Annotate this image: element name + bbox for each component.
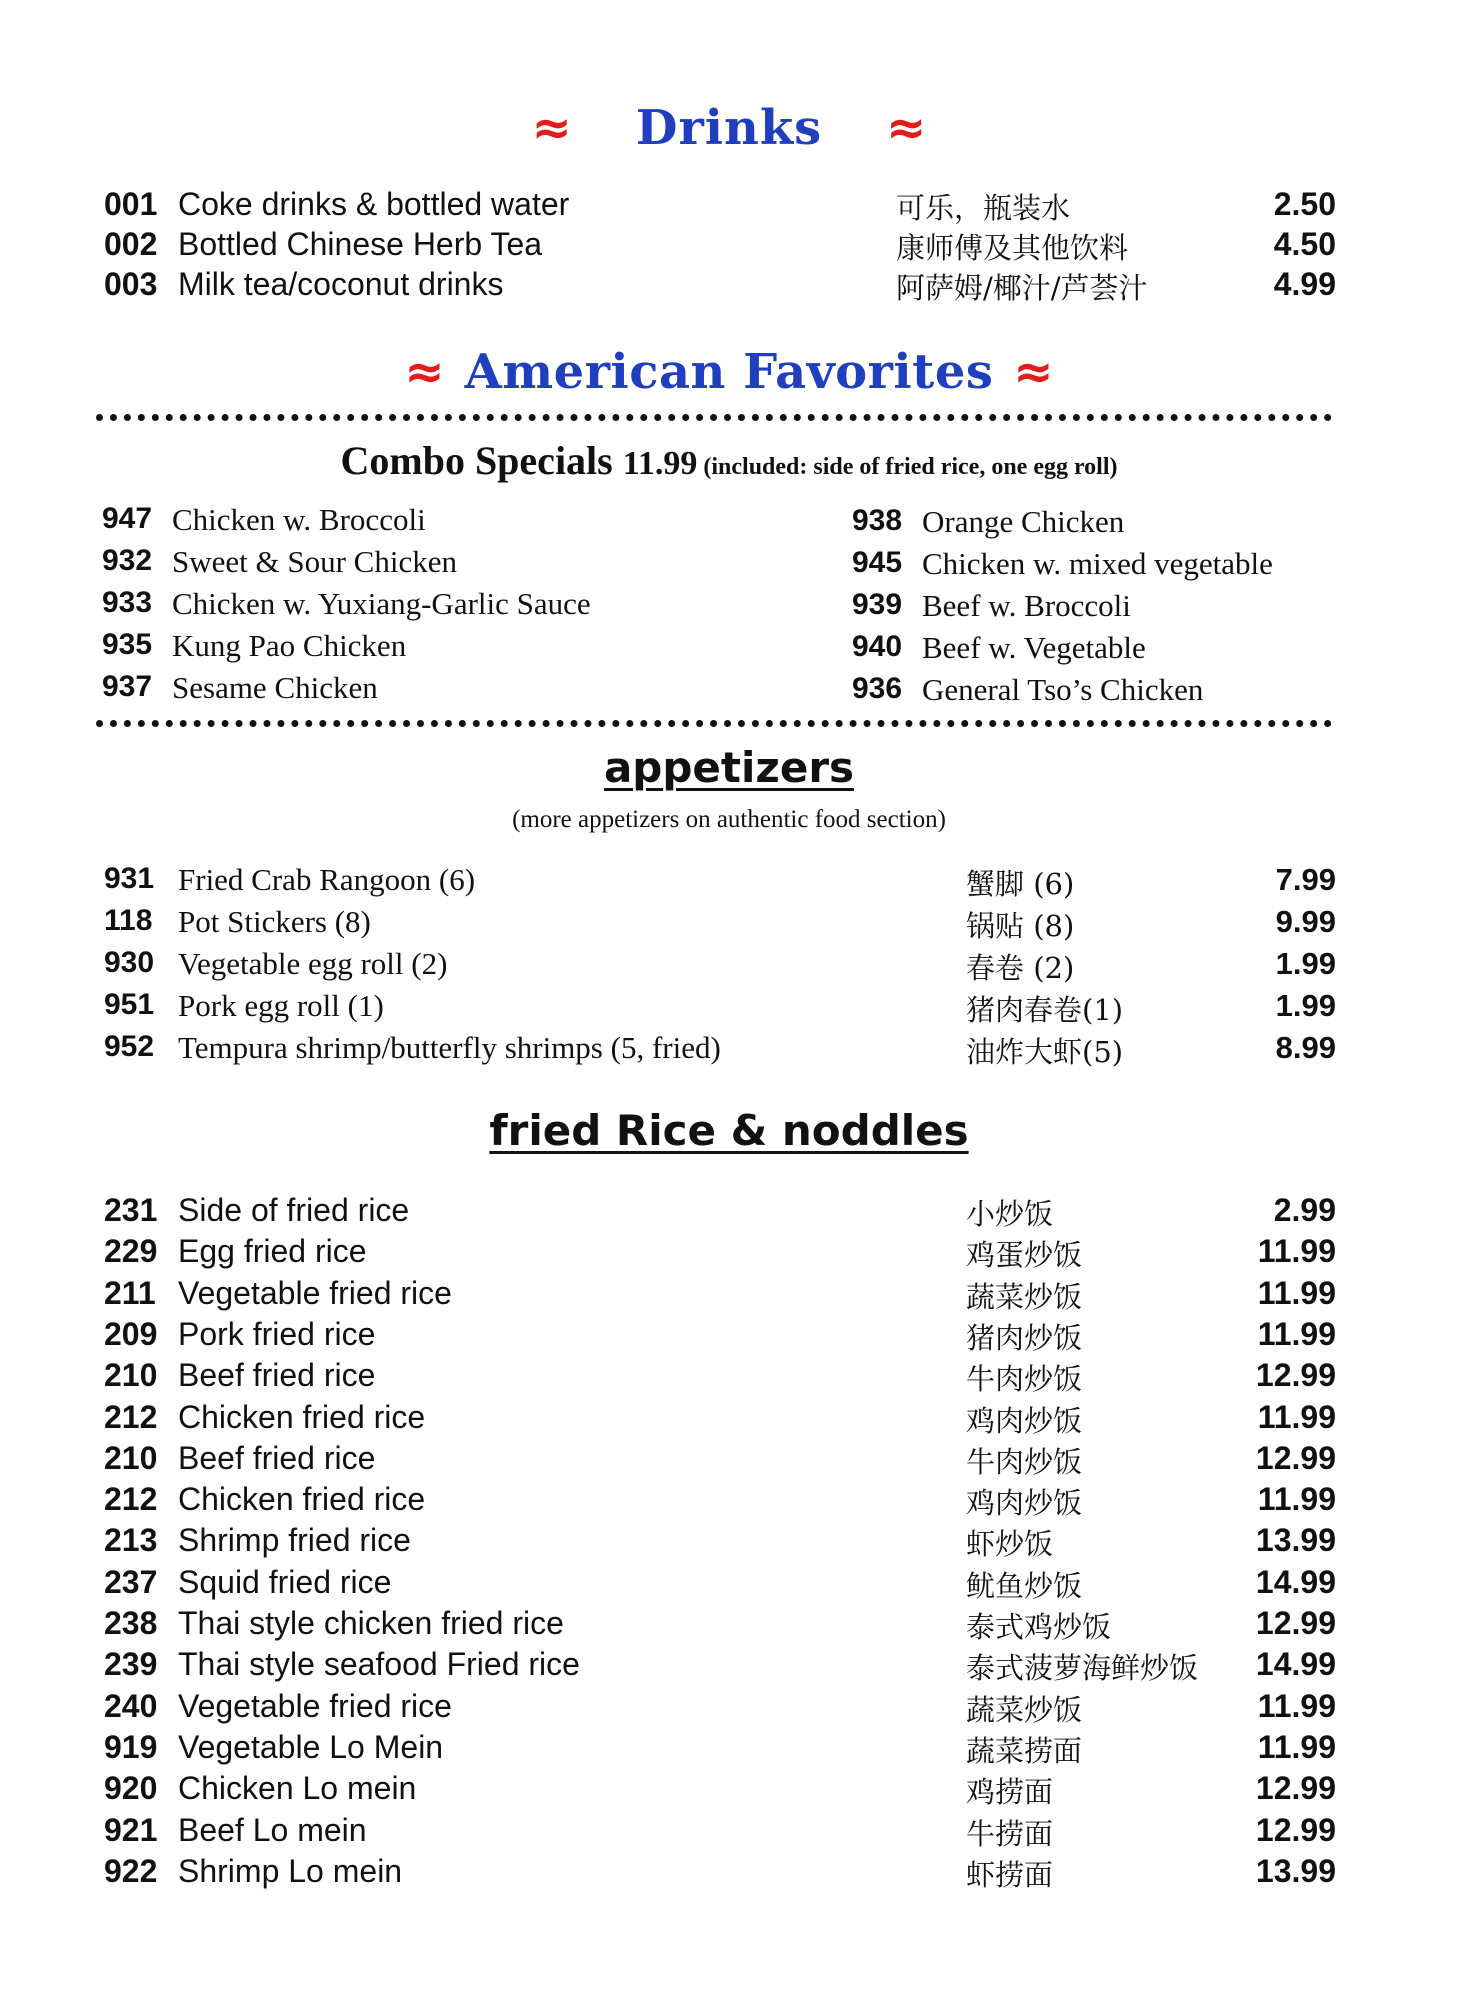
- item-chinese-name: 锅贴 (8): [966, 909, 1075, 943]
- rice-row: [104, 1812, 1336, 1852]
- item-number: 932: [102, 544, 153, 577]
- item-number: 935: [102, 628, 153, 661]
- item-number: 211: [104, 1274, 156, 1311]
- item-number: 951: [104, 988, 155, 1021]
- item-chinese-name: 阿萨姆/椰汁/芦荟汁: [896, 271, 1148, 305]
- item-name: Sweet & Sour Chicken: [172, 544, 457, 579]
- item-number: 921: [104, 1811, 158, 1848]
- item-price: 13.99: [1255, 1522, 1336, 1559]
- item-name: Pork fried rice: [178, 1315, 376, 1352]
- item-chinese-name: 蔬菜炒饭: [966, 1692, 1083, 1727]
- item-price: 2.50: [1273, 186, 1336, 222]
- rice-row: [104, 1481, 1336, 1521]
- item-chinese-name: 蔬菜炒饭: [966, 1279, 1083, 1314]
- item-name: Beef Lo mein: [178, 1811, 367, 1848]
- combo-item: [102, 502, 662, 542]
- item-price: 14.99: [1255, 1563, 1336, 1600]
- item-chinese-name: 鸡肉炒饭: [966, 1403, 1083, 1438]
- drink-row: [104, 186, 1336, 226]
- combo-item: [852, 546, 1412, 586]
- american-favorites-heading: [0, 344, 1458, 404]
- item-chinese-name: 牛肉炒饭: [966, 1362, 1083, 1397]
- item-chinese-name: 鸡肉炒饭: [966, 1486, 1083, 1521]
- american-favorites-title: American Favorites: [464, 344, 994, 400]
- item-price: 13.99: [1255, 1852, 1336, 1889]
- item-chinese-name: 虾捞面: [966, 1857, 1054, 1892]
- item-name: Shrimp fried rice: [178, 1522, 411, 1559]
- item-number: 210: [104, 1357, 158, 1394]
- item-chinese-name: 虾炒饭: [966, 1527, 1054, 1562]
- item-name: Chicken fried rice: [178, 1481, 426, 1518]
- item-name: Pork egg roll (1): [178, 988, 384, 1023]
- combo-note: (included: side of fried rice, one egg roll): [703, 454, 1118, 480]
- item-name: Coke drinks & bottled water: [178, 186, 570, 222]
- item-name: Beef fried rice: [178, 1357, 376, 1394]
- wave-right-icon: ≈: [886, 100, 927, 156]
- combo-price: 11.99: [622, 445, 698, 482]
- item-name: Chicken fried rice: [178, 1398, 426, 1435]
- item-price: 8.99: [1275, 1030, 1336, 1065]
- item-chinese-name: 牛捞面: [966, 1816, 1054, 1851]
- drinks-heading: [0, 100, 1458, 160]
- appetizer-row: [104, 862, 1336, 902]
- combo-item: [102, 628, 662, 668]
- drink-row: [104, 266, 1336, 306]
- item-number: 002: [104, 226, 158, 262]
- combo-title: Combo Specials: [340, 438, 613, 483]
- item-price: 4.50: [1273, 226, 1336, 262]
- item-name: Thai style seafood Fried rice: [178, 1646, 580, 1683]
- item-price: 12.99: [1255, 1811, 1336, 1848]
- item-name: Vegetable egg roll (2): [178, 946, 448, 981]
- item-name: Beef fried rice: [178, 1439, 376, 1476]
- item-number: 936: [852, 672, 903, 705]
- drinks-title: Drinks: [635, 100, 823, 156]
- item-number: 938: [852, 504, 903, 537]
- item-name: Shrimp Lo mein: [178, 1852, 403, 1889]
- item-chinese-name: 鸡蛋炒饭: [966, 1238, 1083, 1273]
- item-chinese-name: 春卷 (2): [966, 951, 1075, 985]
- combo-specials-header: [0, 437, 1458, 484]
- combo-item: [102, 544, 662, 584]
- appetizers-note: (more appetizers on authentic food section): [512, 806, 946, 833]
- item-name: Pot Stickers (8): [178, 904, 371, 939]
- item-price: 11.99: [1257, 1398, 1336, 1435]
- dotted-divider-top: [96, 414, 1332, 421]
- combo-item: [852, 588, 1412, 628]
- item-name: Tempura shrimp/butterfly shrimps (5, fried): [178, 1030, 721, 1065]
- item-price: 11.99: [1257, 1728, 1336, 1765]
- item-number: 930: [104, 946, 155, 979]
- item-price: 2.99: [1273, 1192, 1336, 1228]
- rice-row: [104, 1853, 1336, 1893]
- item-name: Side of fried rice: [178, 1192, 410, 1228]
- item-chinese-name: 泰式鸡炒饭: [966, 1610, 1112, 1644]
- item-number: 210: [104, 1439, 158, 1476]
- item-number: 231: [104, 1192, 158, 1228]
- item-price: 11.99: [1257, 1687, 1336, 1724]
- item-name: Fried Crab Rangoon (6): [178, 862, 476, 897]
- appetizers-title: appetizers: [603, 743, 855, 792]
- item-number: 952: [104, 1030, 155, 1063]
- item-number: 939: [852, 588, 903, 621]
- item-number: 937: [102, 670, 153, 703]
- item-number: 212: [104, 1481, 158, 1518]
- item-number: 238: [104, 1605, 158, 1641]
- item-price: 14.99: [1255, 1646, 1336, 1683]
- item-number: 213: [104, 1522, 158, 1559]
- item-price: 12.99: [1255, 1605, 1336, 1641]
- item-price: 12.99: [1255, 1439, 1336, 1476]
- item-number: 212: [104, 1398, 158, 1435]
- item-name: Sesame Chicken: [172, 670, 378, 705]
- item-number: 920: [104, 1770, 158, 1807]
- appetizer-row: [104, 988, 1336, 1028]
- item-price: 1.99: [1275, 988, 1336, 1023]
- item-chinese-name: 油炸大虾(5): [966, 1035, 1124, 1069]
- item-price: 12.99: [1255, 1770, 1336, 1807]
- item-number: 919: [104, 1728, 158, 1765]
- rice-row: [104, 1605, 1336, 1645]
- item-number: 118: [104, 904, 153, 937]
- item-name: Beef w. Broccoli: [922, 588, 1131, 623]
- item-name: Chicken Lo mein: [178, 1770, 417, 1807]
- item-chinese-name: 猪肉春卷(1): [966, 993, 1124, 1027]
- dotted-divider-bottom: [96, 720, 1332, 727]
- item-price: 4.99: [1273, 266, 1336, 302]
- item-number: 931: [104, 862, 155, 895]
- item-name: Squid fried rice: [178, 1563, 392, 1600]
- combo-item: [852, 630, 1412, 670]
- combo-item: [102, 586, 662, 626]
- combo-item: [852, 504, 1412, 544]
- item-name: Kung Pao Chicken: [172, 628, 407, 663]
- item-price: 1.99: [1275, 946, 1336, 981]
- item-number: 003: [104, 266, 158, 302]
- rice-row: [104, 1275, 1336, 1315]
- item-number: 001: [104, 186, 158, 222]
- rice-row: [104, 1688, 1336, 1728]
- rice-row: [104, 1192, 1336, 1232]
- rice-row: [104, 1770, 1336, 1810]
- rice-row: [104, 1440, 1336, 1480]
- rice-row: [104, 1316, 1336, 1356]
- item-price: 9.99: [1275, 904, 1336, 939]
- wave-left-icon: ≈: [531, 100, 572, 156]
- combo-item: [102, 670, 662, 710]
- drink-row: [104, 226, 1336, 266]
- item-chinese-name: 鱿鱼炒饭: [966, 1568, 1083, 1603]
- item-name: Thai style chicken fried rice: [178, 1605, 564, 1641]
- item-name: Chicken w. Yuxiang-Garlic Sauce: [172, 586, 591, 621]
- item-chinese-name: 小炒饭: [966, 1197, 1054, 1231]
- item-name: Bottled Chinese Herb Tea: [178, 226, 543, 262]
- appetizer-row: [104, 904, 1336, 944]
- item-price: 7.99: [1275, 862, 1336, 897]
- item-name: Vegetable fried rice: [178, 1274, 452, 1311]
- item-number: 933: [102, 586, 153, 619]
- wave-right-icon: ≈: [1013, 344, 1054, 400]
- item-price: 12.99: [1255, 1357, 1336, 1394]
- item-name: Milk tea/coconut drinks: [178, 266, 504, 302]
- item-chinese-name: 可乐，瓶装水: [896, 191, 1071, 225]
- rice-row: [104, 1357, 1336, 1397]
- item-number: 209: [104, 1315, 158, 1352]
- item-name: Orange Chicken: [922, 504, 1125, 539]
- item-number: 945: [852, 546, 903, 579]
- rice-row: [104, 1399, 1336, 1439]
- rice-row: [104, 1646, 1336, 1686]
- item-chinese-name: 猪肉炒饭: [966, 1320, 1083, 1355]
- item-number: 240: [104, 1687, 158, 1724]
- appetizer-row: [104, 946, 1336, 986]
- item-number: 239: [104, 1646, 158, 1683]
- item-number: 922: [104, 1852, 158, 1889]
- appetizer-row: [104, 1030, 1336, 1070]
- item-number: 947: [102, 502, 153, 535]
- rice-row: [104, 1522, 1336, 1562]
- rice-row: [104, 1233, 1336, 1273]
- item-name: Beef w. Vegetable: [922, 630, 1146, 665]
- combo-item: [852, 672, 1412, 712]
- item-name: Vegetable Lo Mein: [178, 1728, 444, 1765]
- rice-row: [104, 1564, 1336, 1604]
- item-number: 237: [104, 1563, 158, 1600]
- item-chinese-name: 蟹脚 (6): [966, 867, 1075, 901]
- item-name: Chicken w. mixed vegetable: [922, 546, 1273, 581]
- item-chinese-name: 鸡捞面: [966, 1775, 1054, 1810]
- item-chinese-name: 蔬菜捞面: [966, 1733, 1083, 1768]
- item-price: 11.99: [1257, 1233, 1336, 1270]
- item-name: Vegetable fried rice: [178, 1687, 452, 1724]
- wave-left-icon: ≈: [404, 344, 445, 400]
- item-chinese-name: 泰式菠萝海鲜炒饭: [966, 1651, 1199, 1686]
- item-name: General Tso’s Chicken: [922, 672, 1204, 707]
- rice-row: [104, 1729, 1336, 1769]
- fried-rice-noodles-title: fried Rice & noddles: [489, 1106, 969, 1155]
- item-price: 11.99: [1257, 1274, 1336, 1311]
- item-chinese-name: 牛肉炒饭: [966, 1444, 1083, 1479]
- item-price: 11.99: [1257, 1481, 1336, 1518]
- item-number: 229: [104, 1233, 158, 1270]
- item-number: 940: [852, 630, 903, 663]
- item-chinese-name: 康师傅及其他饮料: [896, 231, 1129, 265]
- item-price: 11.99: [1257, 1315, 1336, 1352]
- item-name: Egg fried rice: [178, 1233, 367, 1270]
- item-name: Chicken w. Broccoli: [172, 502, 426, 537]
